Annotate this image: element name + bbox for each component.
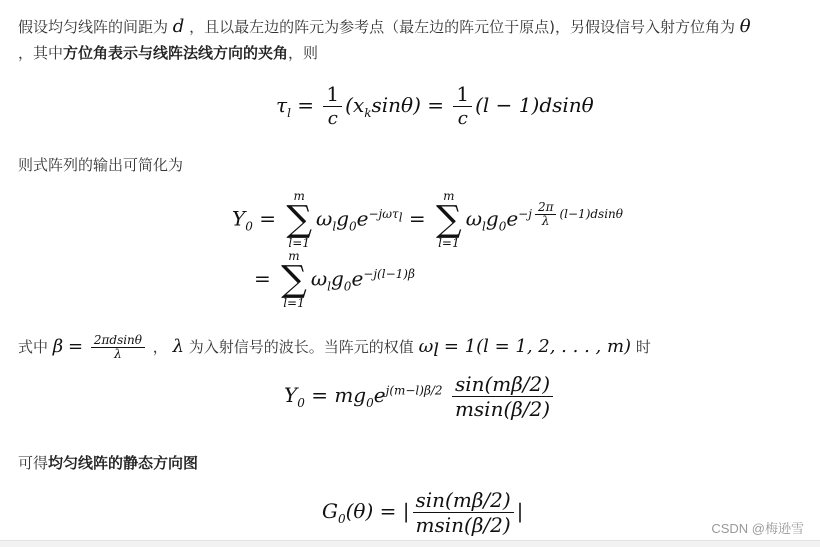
symbol-omega-sub: l xyxy=(433,340,440,361)
eq2-exp2-num: 2π xyxy=(535,201,557,215)
intro-bold: 方位角表示与线阵法线方向的夹角 xyxy=(63,44,289,62)
eq2-e-2: e xyxy=(506,206,519,231)
equation-output-line1 xyxy=(232,190,623,250)
eq2-exp2-pre: −j xyxy=(518,206,532,221)
p3-text-c: 为入射信号的波长。当阵元的权值 xyxy=(188,338,414,356)
eq1-frac1-num: 1 xyxy=(323,82,342,107)
eq4-bar-left: | xyxy=(402,499,410,523)
horizontal-scrollbar-track[interactable] xyxy=(0,540,820,547)
eq2-line2-equals: = xyxy=(254,266,271,291)
eq2-omega: ω xyxy=(316,206,333,231)
eq1-lhs-sub: l xyxy=(287,106,291,120)
omega-rhs: = 1(l = 1, 2, . . . , m) xyxy=(443,336,632,357)
eq1-mid-tail: sinθ) xyxy=(371,93,421,117)
eq1-fraction-1 xyxy=(323,82,342,131)
eq4-equals: = xyxy=(379,499,397,523)
eq4-lhs: G xyxy=(322,499,338,523)
eq3-exp: j(m−l)β/2 xyxy=(385,383,443,398)
eq1-equals-2: = xyxy=(427,93,445,117)
eq3-fraction xyxy=(452,372,553,421)
eq2-equals: = xyxy=(259,206,276,231)
eq2-line2-omega: ω xyxy=(310,266,328,291)
eq3-frac-den: msin(β/2) xyxy=(454,397,551,421)
sum-operator-3: m ∑ l=1 xyxy=(281,249,307,310)
eq1-tail: (l − 1)dsinθ xyxy=(475,93,594,117)
eq2-omega-sub: l xyxy=(332,219,337,234)
eq2-g-sub-2: 0 xyxy=(498,219,507,234)
eq1-equals: = xyxy=(297,93,315,117)
eq4-fraction xyxy=(413,488,514,537)
eq3-lhs: Y xyxy=(284,383,298,407)
eq2-exp2-fraction xyxy=(535,201,557,228)
sum2-lower: l=1 xyxy=(438,236,460,250)
eq3-frac-num: sin(mβ/2) xyxy=(452,372,553,397)
beta-fraction xyxy=(91,334,145,361)
p4-bold: 均匀线阵的静态方向图 xyxy=(48,454,199,472)
symbol-beta: β xyxy=(52,336,64,357)
sum-operator-1: m ∑ l=1 xyxy=(286,189,313,250)
eq2-line2-g: g xyxy=(330,266,344,291)
eq2-lhs-sub: 0 xyxy=(245,219,253,234)
eq1-frac2-num: 1 xyxy=(453,82,472,107)
eq4-bar-right: | xyxy=(516,499,524,523)
equation-y0-simplified xyxy=(284,372,556,421)
eq2-e: e xyxy=(356,206,369,231)
eq2-line2-e: e xyxy=(351,266,364,291)
p3-text-d: 时 xyxy=(635,338,651,356)
equation-tau xyxy=(276,82,594,131)
intro-text-d: ，则 xyxy=(288,44,319,62)
eq2-line2-exp: −j(l−1)β xyxy=(363,266,415,281)
eq3-equals: = xyxy=(311,383,328,407)
eq1-mid-sub: k xyxy=(364,106,372,120)
eq2-omega-2: ω xyxy=(465,206,483,231)
symbol-d: d xyxy=(172,16,185,37)
eq2-lhs: Y xyxy=(232,206,246,231)
eq2-exp1-sub: l xyxy=(398,210,403,225)
sum3-upper: m xyxy=(288,249,300,263)
eq4-lhs-sub: 0 xyxy=(337,512,346,526)
sum3-lower: l=1 xyxy=(283,296,305,310)
symbol-omega: ω xyxy=(418,336,434,357)
eq2-line2-g-sub: 0 xyxy=(343,279,352,294)
eq4-frac-den: msin(β/2) xyxy=(415,513,511,537)
paragraph-4 xyxy=(18,450,808,476)
sum1-upper: m xyxy=(293,189,305,203)
intro-text-c: ，其中 xyxy=(18,44,64,62)
eq3-mg-sub: 0 xyxy=(366,396,374,410)
eq2-g-sub: 0 xyxy=(349,219,357,234)
sum2-upper: m xyxy=(443,189,455,203)
eq2-line2-omega-sub: l xyxy=(327,279,331,294)
p4-text-a: 可得 xyxy=(18,454,49,472)
eq3-lhs-sub: 0 xyxy=(297,396,305,410)
p3-text-a: 式中 xyxy=(18,338,49,356)
intro-paragraph xyxy=(18,14,808,66)
eq1-frac1-den: c xyxy=(327,108,338,129)
sum1-lower: l=1 xyxy=(288,236,310,250)
p3-equals: = xyxy=(67,336,84,357)
beta-frac-num: 2πdsinθ xyxy=(91,334,145,348)
eq2-exp2-post: (l−1)dsinθ xyxy=(559,206,624,221)
paragraph-2-text: 则式阵列的输出可简化为 xyxy=(18,156,184,174)
eq2-g-2: g xyxy=(485,206,499,231)
eq2-omega-sub-2: l xyxy=(482,219,486,234)
eq2-g: g xyxy=(336,206,349,231)
equation-pattern xyxy=(322,488,523,537)
intro-text-a: 假设均匀线阵的间距为 xyxy=(18,18,169,36)
eq1-fraction-2 xyxy=(453,82,472,131)
eq4-frac-num: sin(mβ/2) xyxy=(413,488,514,513)
csdn-watermark: CSDN @梅逊雪 xyxy=(711,521,804,536)
eq3-e: e xyxy=(373,383,386,407)
eq2-exp2-den: λ xyxy=(541,213,550,228)
beta-frac-den: λ xyxy=(114,347,122,361)
eq2-equals-2: = xyxy=(408,206,426,231)
paragraph-3 xyxy=(18,334,808,361)
sum-operator-2: m ∑ l=1 xyxy=(436,189,462,250)
symbol-theta: θ xyxy=(739,16,751,37)
eq4-lhs-tail: (θ) xyxy=(345,499,374,523)
p3-text-b: ， xyxy=(152,338,168,356)
equation-output-line2 xyxy=(254,250,415,310)
eq1-mid: (x xyxy=(345,93,365,117)
eq3-mg: mg xyxy=(334,383,367,407)
eq1-frac2-den: c xyxy=(457,108,468,129)
eq2-exp1: −jωτ xyxy=(368,206,399,221)
paragraph-2 xyxy=(18,152,808,178)
eq1-lhs: τ xyxy=(276,93,288,117)
symbol-lambda: λ xyxy=(172,336,185,357)
intro-text-b: ，且以最左边的阵元为参考点（最左边的阵元位于原点)，另假设信号入射方位角为 xyxy=(189,18,735,36)
